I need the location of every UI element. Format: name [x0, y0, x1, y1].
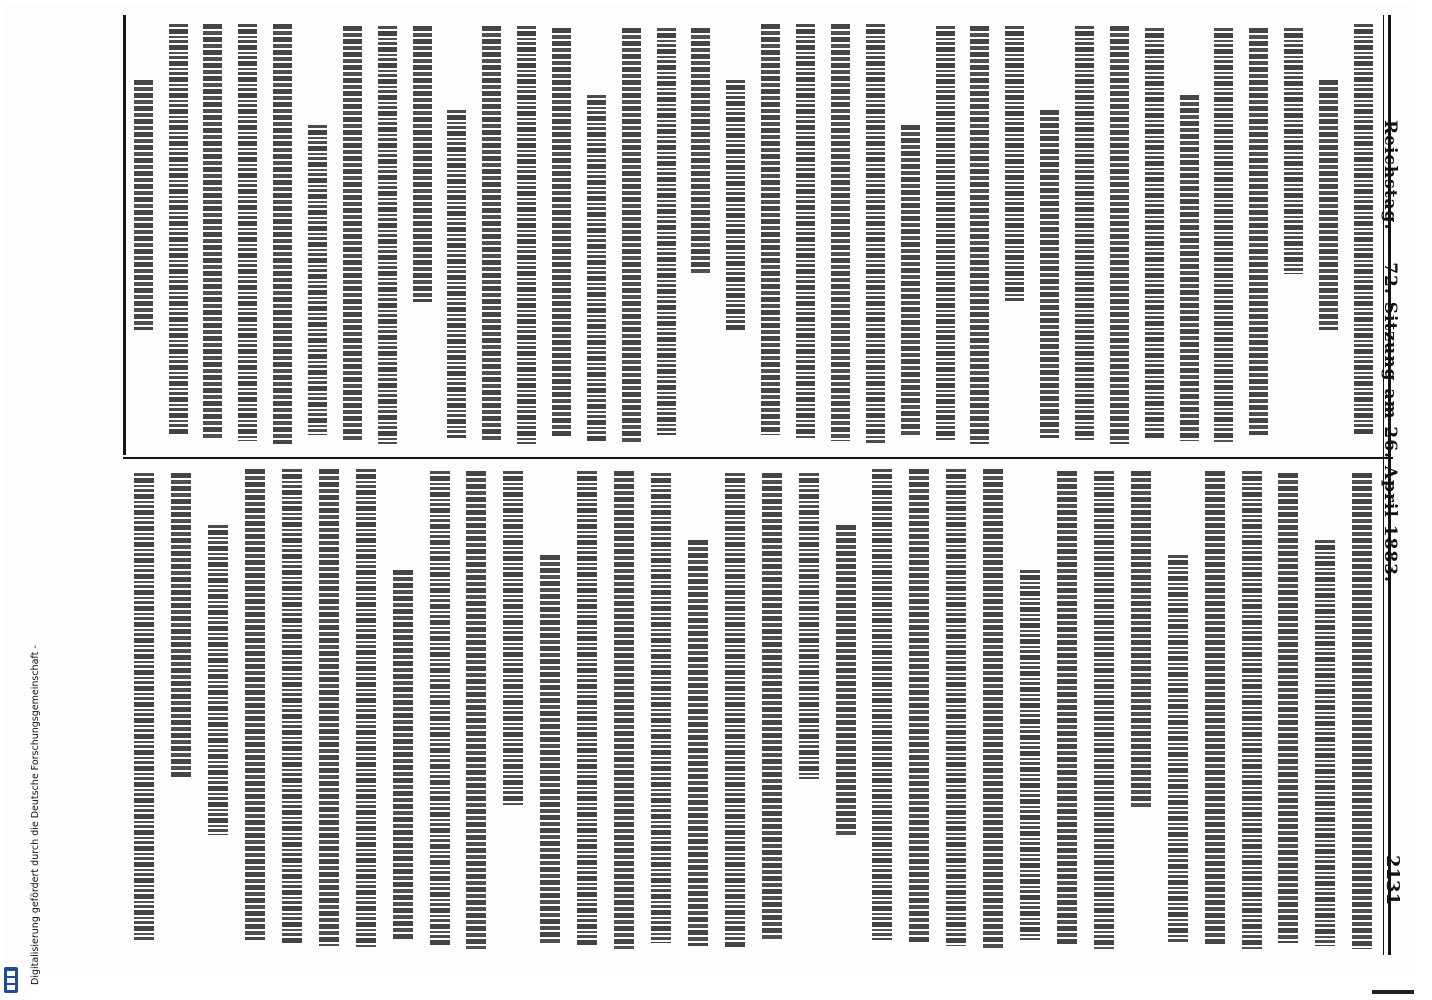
text-line [796, 24, 815, 438]
dfg-logo [4, 967, 18, 993]
text-line [1110, 26, 1129, 444]
text-line [614, 471, 634, 949]
text-line [799, 473, 819, 779]
text-line [1284, 28, 1303, 274]
digitization-credit [30, 645, 41, 985]
running-head: Reichstag. — 72. Sitzung am 26. April 1883. [1380, 120, 1400, 583]
text-line [378, 26, 397, 444]
text-line [587, 95, 606, 441]
text-line [1205, 471, 1225, 946]
text-line [1352, 473, 1372, 949]
text-line [430, 471, 450, 946]
scan-corner-mark [1372, 990, 1414, 994]
text-line [577, 471, 597, 946]
text-line [393, 570, 413, 940]
text-line [134, 80, 153, 330]
text-line [1278, 473, 1298, 943]
text-line [552, 28, 571, 438]
text-line [691, 28, 710, 274]
text-line [356, 469, 376, 949]
text-line [983, 469, 1003, 949]
text-line [1242, 471, 1262, 949]
text-line [208, 525, 228, 835]
text-line [319, 469, 339, 946]
text-line [308, 125, 327, 435]
page-number: 2131 [1382, 855, 1403, 906]
text-line [1075, 26, 1094, 441]
scanned-newspaper-page [5, 5, 1415, 969]
text-line [482, 26, 501, 441]
text-line [171, 473, 191, 779]
text-line [238, 24, 257, 441]
text-line [517, 26, 536, 444]
text-line [1319, 80, 1338, 330]
text-line [169, 24, 188, 435]
text-line [1145, 28, 1164, 438]
text-line [909, 469, 929, 943]
text-line [1057, 471, 1077, 946]
text-line [466, 471, 486, 949]
text-line [1249, 28, 1268, 435]
column-divider [123, 457, 1393, 459]
text-line [1168, 555, 1188, 943]
text-line [540, 555, 560, 943]
text-line [203, 24, 222, 438]
text-line [657, 28, 676, 435]
text-line [1131, 471, 1151, 807]
text-line [970, 26, 989, 444]
text-line [343, 26, 362, 441]
text-line [503, 471, 523, 807]
text-line [1094, 471, 1114, 949]
text-line [762, 473, 782, 940]
text-line [725, 473, 745, 949]
text-line [1180, 95, 1199, 441]
text-line [936, 26, 955, 441]
text-line [1005, 26, 1024, 302]
text-line [622, 28, 641, 444]
text-line [273, 24, 292, 444]
text-line [866, 24, 885, 444]
left-column [125, 465, 1380, 955]
right-column [125, 20, 1380, 450]
text-line [651, 473, 671, 943]
text-line [1020, 570, 1040, 940]
text-line [872, 469, 892, 940]
text-line [1354, 24, 1373, 435]
text-line [282, 469, 302, 943]
text-line [245, 469, 265, 940]
text-line [946, 469, 966, 946]
text-line [1214, 28, 1233, 444]
text-line [726, 80, 745, 330]
text-line [901, 125, 920, 435]
text-line [688, 540, 708, 946]
text-line [134, 473, 154, 940]
text-line [447, 110, 466, 438]
text-line [413, 26, 432, 302]
text-line [836, 525, 856, 835]
text-line [761, 24, 780, 435]
text-line [831, 24, 850, 441]
digitization-credit-text: Digitalisierung gefördert durch die Deutsche Forschungsgemeinschaft - [30, 645, 41, 985]
text-line [1315, 540, 1335, 946]
text-line [1040, 110, 1059, 438]
